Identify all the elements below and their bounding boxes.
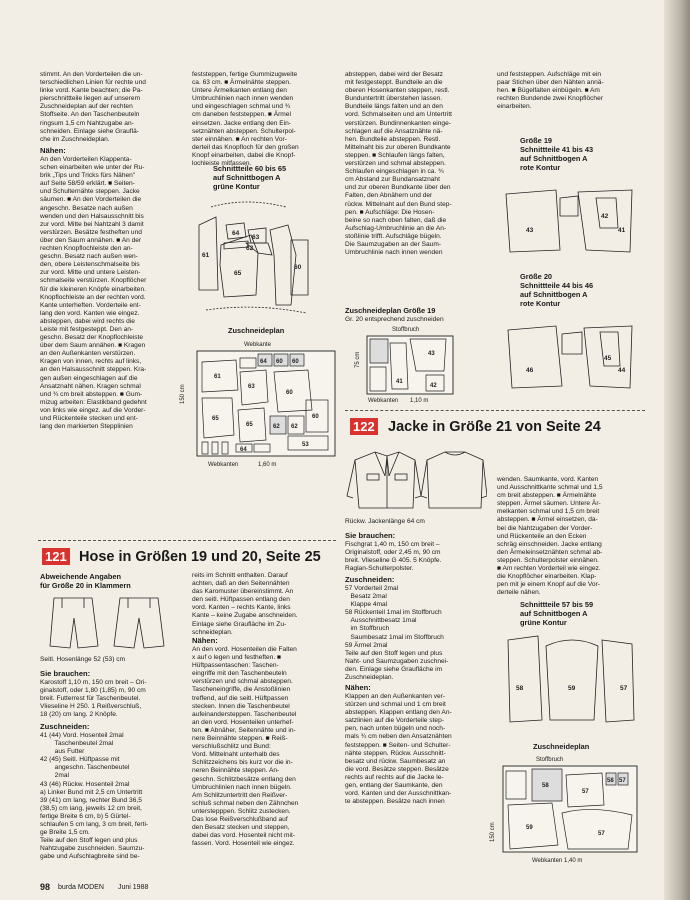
section-121-zuschneiden-text: 41 (44) Vord. Hosenteil 2mal Taschenbeutel 2mal aus Futter 42 (45) Seitl. Hüftpasse mit angeschn. Taschenbeutel 2mal 43 (46) Rückw. Hosenteil 2mal a) Linker Bund mit 2,5 cm Untertritt 39 (41) cm lang, rechter Bund 36,5 (38,5) cm lang, jeweils 12 cm breit, fertige Breite 6 cm, b) 5 Gürtel- schlaufen 5 cm lang, 3 cm breit, ferti- ge Breite 1,5 cm. Teile auf den Stoff legen und plus Nahtzugabe zuschneiden. Saumzu- gabe und Aufschlagbreite sind be- [40, 732, 149, 861]
section-122-caption: Rückw. Jackenlänge 64 cm [345, 518, 425, 525]
trouser-sketch-icon [40, 594, 180, 652]
trouser-pattern-20-icon [500, 320, 640, 392]
svg-text:41: 41 [396, 379, 403, 385]
svg-text:57: 57 [620, 685, 628, 692]
section-121-divider [38, 540, 336, 541]
section-122-cutting-plan-icon [502, 765, 638, 855]
section-122-zuschneiden-text: 57 Vorderteil 2mal Besatz 2mal Klappe 4mal 58 Rückenteil 1mal im Stoffbruch Ausschnittbesatz 1mal im Stoffbruch Saumbesatz 1mal im Stoffbruch 59 Ärmel 2mal Teile auf den Stoff legen und plus Naht- und Saumzugaben zuschnei- den. Einlage siehe Graufläche im Zuschneideplan. [345, 585, 449, 682]
svg-text:63: 63 [248, 384, 255, 390]
svg-text:62: 62 [291, 424, 298, 430]
svg-text:58: 58 [542, 783, 549, 789]
svg-text:45: 45 [604, 355, 612, 362]
section-122-plan-label: Zuschneideplan [533, 742, 590, 751]
col3-plan-webkanten: Webkanten [368, 398, 399, 404]
col1-naehen-heading: Nähen: [40, 146, 66, 155]
section-122-plan-height: 150 cm [490, 822, 496, 842]
svg-text:58: 58 [607, 778, 614, 784]
svg-text:57: 57 [582, 789, 589, 795]
section-122-brauchen-heading: Sie brauchen: [345, 531, 396, 540]
svg-text:53: 53 [302, 442, 309, 448]
svg-text:59: 59 [568, 685, 576, 692]
section-121-abweichende: Abweichende Angaben für Größe 20 in Klammern [40, 572, 131, 590]
svg-text:57: 57 [598, 831, 605, 837]
svg-text:60: 60 [286, 390, 293, 396]
svg-text:43: 43 [428, 351, 435, 357]
col2-cutting-plan-icon [196, 350, 336, 460]
section-121-brauchen-heading: Sie brauchen: [40, 669, 91, 678]
section-121-brauchen-text: Karostoff 1,10 m, 150 cm breit – Ori- ginalstoff, oder 1,80 (1,85) m, 90 cm breit. Futterrest für Taschenbeutel. Vlieseline H 250. 1 Reißverschluß, 18 (20) cm lang. 2 Knöpfe. [40, 679, 147, 719]
jacket-pattern-57-59-icon [502, 630, 640, 730]
svg-text:60: 60 [276, 359, 283, 365]
svg-text:63: 63 [252, 234, 260, 241]
col3-plan-sub: Gr. 20 entsprechend zuschneiden [345, 316, 444, 323]
section-122-brauchen-text: Fischgrat 1,40 m, 150 cm breit – Originalstoff, oder 2,45 m, 90 cm breit. Vlieseline G 405. 5 Knöpfe. Raglan-Schulterpolster. [345, 541, 442, 573]
section-122-number-badge: 122 [350, 418, 378, 435]
svg-text:43: 43 [526, 227, 534, 234]
section-121-naehen-heading: Nähen: [192, 636, 218, 645]
col4-intro-text: und feststeppen. Aufschläge mit ein paar Stichen über den Nähten annä- hen. ■ Bügelfalten einbügeln. ■ Am rechten Bundende zwei Knopflöcher einarbeiten. [497, 71, 604, 111]
footer-page-number: 98 [40, 882, 51, 892]
svg-text:61: 61 [214, 374, 221, 380]
section-122-zuschneiden-heading: Zuschneiden: [345, 575, 395, 584]
svg-text:65: 65 [246, 422, 253, 428]
col3-plan-height: 75 cm [355, 351, 361, 368]
svg-text:61: 61 [202, 252, 210, 259]
page-spine-shadow [664, 0, 690, 900]
col2-plan-webkanten: Webkanten [208, 462, 239, 468]
section-122-naehen-text: Klappen an den Außenkanten ver- stürzen und schmal und 1 cm breit absteppen. Klappen entlang den An- satzlinien auf die Vorderteile step- pen, nach unten bügeln und noch- mals ¾ cm neben den Ansatznähten feststeppen. ■ Seiten- und Schulter- nähte steppen. Rückw. Ausschnitt- besatz und rückw. Saumbesatz an die vord. Besätze steppen. Besätze rechts auf rechts auf die Jacke le- gen, entlang der Saumkante, den vord. Kanten und der Ausschnittkan- te absteppen. Besätze nach innen [345, 693, 452, 806]
footer-magazine: burda MODEN [58, 884, 104, 891]
svg-text:57: 57 [619, 778, 626, 784]
svg-text:44: 44 [618, 367, 626, 374]
col2-plan-label: Zuschneideplan [228, 326, 285, 335]
section-121-title: Hose in Größen 19 und 20, Seite 25 [79, 549, 321, 565]
col2-plan-webkante: Webkante [244, 342, 271, 348]
section-122-plan-stoffbruch: Stoffbruch [536, 757, 564, 763]
col3-plan-width: 1,10 m [410, 398, 429, 404]
col4-size20-label: Größe 20 Schnittteile 44 bis 46 auf Schnittbogen A rote Kontur [520, 272, 594, 308]
col3-plan-stoffbruch: Stoffbruch [392, 327, 420, 333]
col2-pattern-label: Schnittteile 60 bis 65 auf Schnittbogen A grüne Kontur [213, 164, 287, 191]
col2-plan-width: 1,60 m [258, 462, 277, 468]
col4-size19-label: Größe 19 Schnittteile 41 bis 43 auf Schnittbogen A rote Kontur [520, 136, 594, 172]
svg-text:64: 64 [240, 447, 247, 453]
section-122-divider [345, 410, 645, 411]
col2-intro-text: feststeppen, fertige Gummizugweite ca. 63 cm. ■ Ärmelnähte steppen. Untere Ärmelkanten entlang den Umbruchlinien nach innen wenden und eingeschlagen schmal und ¾ cm daneben feststeppen. ■ Ärmel einsetzen. Jacke entlang den Ein- setznähten absteppen. Schulterpol- ster einnähen. ■ An rechten Vor- derteil das Knopfloch für den großen Knopf einarbeiten, dabei die Knopf- lochleiste mitfassen. [192, 71, 299, 168]
svg-text:58: 58 [516, 685, 524, 692]
col2-plan-height: 150 cm [180, 384, 186, 404]
jacket-sketch-icon [345, 446, 487, 516]
col3-plan-label: Zuschneideplan Größe 19 [345, 306, 436, 315]
section-121-caption: Seitl. Hosenlänge 52 (53) cm [40, 656, 126, 663]
section-122-plan-width: 1,40 m [564, 858, 583, 864]
svg-text:60: 60 [312, 414, 319, 420]
section-122-plan-webkanten: Webkanten [532, 858, 563, 864]
svg-text:64: 64 [260, 359, 267, 365]
svg-text:60: 60 [294, 264, 302, 271]
svg-text:46: 46 [526, 367, 534, 374]
svg-text:62: 62 [273, 424, 280, 430]
section-121-col2-text: reits im Schnitt enthalten. Darauf achten, daß an den Seitennähten das Karomuster übereinstimmt. An den seitl. Hüftpassen entlang den vord. Kanten – rechts Kante, links Kante – keine Zugabe anschneiden. Einlage siehe Graufläche im Zu- schneideplan. [192, 572, 298, 636]
section-122-title: Jacke in Größe 21 von Seite 24 [388, 419, 601, 435]
svg-text:59: 59 [526, 825, 533, 831]
section-122-pattern-label: Schnittteile 57 bis 59 auf Schnittbogen A grüne Kontur [520, 600, 594, 627]
svg-text:60: 60 [292, 359, 299, 365]
svg-text:41: 41 [618, 227, 626, 234]
col1-intro-text: stimmt. An den Vorderteilen die un- terschiedlichen Linien für rechte und linke vord. Kante beachten; die Pa- pierschnittteile liegen auf unserem Zuschneideplan auf der rechten Stoffseite. An den Taschenbeuteln ringsum 1,5 cm Nahtzugabe an- schneiden. Einlage siehe Grauflä- che im Zuschneideplan. [40, 71, 146, 143]
col3-cutting-plan-icon [366, 335, 454, 397]
section-121-naehen-text: An den vord. Hosenteilen die Falten x auf o legen und festheften. ■ Hüftpassentaschen: Taschen- eingriffe mit den Taschenbeuteln verstürzen und schmal absteppen. Tascheneingriffe, die Anstoßlinien treffend, auf die seitl. Hüftpassen stecken. Innen die Taschenbeutel aufeinandersteppen. Taschenbeutel an den vord. Hosenteilen unterhef- ten. ■ Abnäher, Seitennähte und in- nere Beinnähte steppen. ■ Reiß- verschlußschlitz und Bund: Vord. Mittelnaht unterhalb des Schlitzzeichens bis kurz vor die in- neren Beinnähte steppen. An- geschn. Schlitzbesätze entlang den Umbruchlinien nach innen bügeln. Am Schlitzuntertritt den Reißver- schluß schmal neben den Zähnchen unterstepppen. Schlitz zustecken. Das lose Reißverschlußband auf den Besatz stecken und steppen, dabei das vord. Hosenteil nicht mit- fassen. Vord. Hosenteil wie eingez. [192, 646, 299, 848]
svg-text:64: 64 [232, 230, 240, 237]
col1-naehen-text: An den Vorderteilen Klappenta- schen einarbeiten wie unter der Ru- brik „Tips und Tricks fürs Nähen" auf Seite 58/59 erklärt. ■ Seiten- und Schulternähte steppen. Jacke säumen. ■ An den Vorderteilen die angeschn. Besatze nach außen wenden und den Halsausschnitt bis zur vord. Mitte bei Nahtzahl 3 damit verstürzen. Besätze festheften und über den Saum annähen. ■ An der rechten Knopflochleiste den an- geschn. Besatz nach außen wen- den, obere Leistenschmalseite bis zur vord. Mitte und untere Leisten- schmalseite verstürzen. Knopflöcher für die kleineren Knöpfe einarbeiten. Knopflochleiste an der rechten vord. Kante unterheften. Vorderteile ent- lang den vord. Kanten wie eingez. absteppen, dabei wird rechts die Leiste mit festgesteppt. Den an- geschn. Besatz der Knopflochleiste über dem Saum annähen. ■ Kragen an den Außenkanten verstürzen. Kragen von innen, rechts auf links, an den Halsausschnitt steppen. Kra- gen außen eingeschlagen auf die Ansatznaht nähen. Kragen schmal und ¾ cm breit absteppen. ■ Gum- mizug arbeiten: Elastikband gedehnt von links wie eingez. auf die Vorder- und Rückenteile stecken und ent- lang den markierten Stepplinien [40, 156, 147, 431]
svg-text:42: 42 [430, 383, 437, 389]
footer-date: Juni 1988 [118, 884, 149, 891]
jacket-pattern-pieces-icon [196, 195, 336, 320]
section-121-number-badge: 121 [42, 548, 70, 565]
svg-text:65: 65 [212, 416, 219, 422]
section-121-zuschneiden-heading: Zuschneiden: [40, 722, 90, 731]
section-122-col4-text: wenden. Saumkante, vord. Kanten und Ausschnittkante schmal und 1,5 cm breit absteppen. ■ Ärmelnähte steppen. Ärmel säumen. Untere Är- melkanten schmal und 1,5 cm breit absteppen. ■ Ärmel einsetzen, da- bei die Nahtzugaben der Vorder- und Rückenteile an den Ecken schräg einschneiden. Jacke entlang den Ärmeleinsetznähten schmal ab- steppen. Schulterpolster einnähen. ■ Am rechten Vorderteil wie eingez. die Knopflöcher einarbeiten. Klap- pen mit je einem Knopf auf die Vor- derteile nähen. [497, 476, 603, 597]
svg-text:42: 42 [601, 213, 609, 220]
svg-text:62: 62 [246, 245, 254, 252]
svg-text:65: 65 [234, 270, 242, 277]
trouser-pattern-19-icon [500, 180, 640, 260]
col3-intro-text: absteppen, dabei wird der Besatz mit festgesteppt. Bundteile an die oberen Hosenkanten steppen, restl. Bunduntertritt überstehen lassen. Bundteile längs falten und an den vord. Schmalseiten und am Untertritt verstürzen. Bundinnenkanten einge- schlagen auf die Ansatznähte nä- hen. Bundteile absteppen. Restl. Mittelnaht bis zur oberen Bundkante steppen. ■ Schlaufen längs falten, verstürzen und schmal absteppen. Schlaufen eingeschlagen in ca. ¾ cm Abstand zur Bundansatznaht und zur oberen Bundkante über den Falten, den Abnähern und der rückw. Mittelnaht auf den Bund step- pen. ■ Aufschläge: Die Hosen- beine so nach oben falten, daß die Aufschlag-Umbruchlinie an die An- stoßlinie trifft. Aufschläge bügeln. Die Saumzugaben an der Saum- Umbruchlinie nach innen wenden [345, 71, 453, 257]
section-122-naehen-heading: Nähen: [345, 683, 371, 692]
